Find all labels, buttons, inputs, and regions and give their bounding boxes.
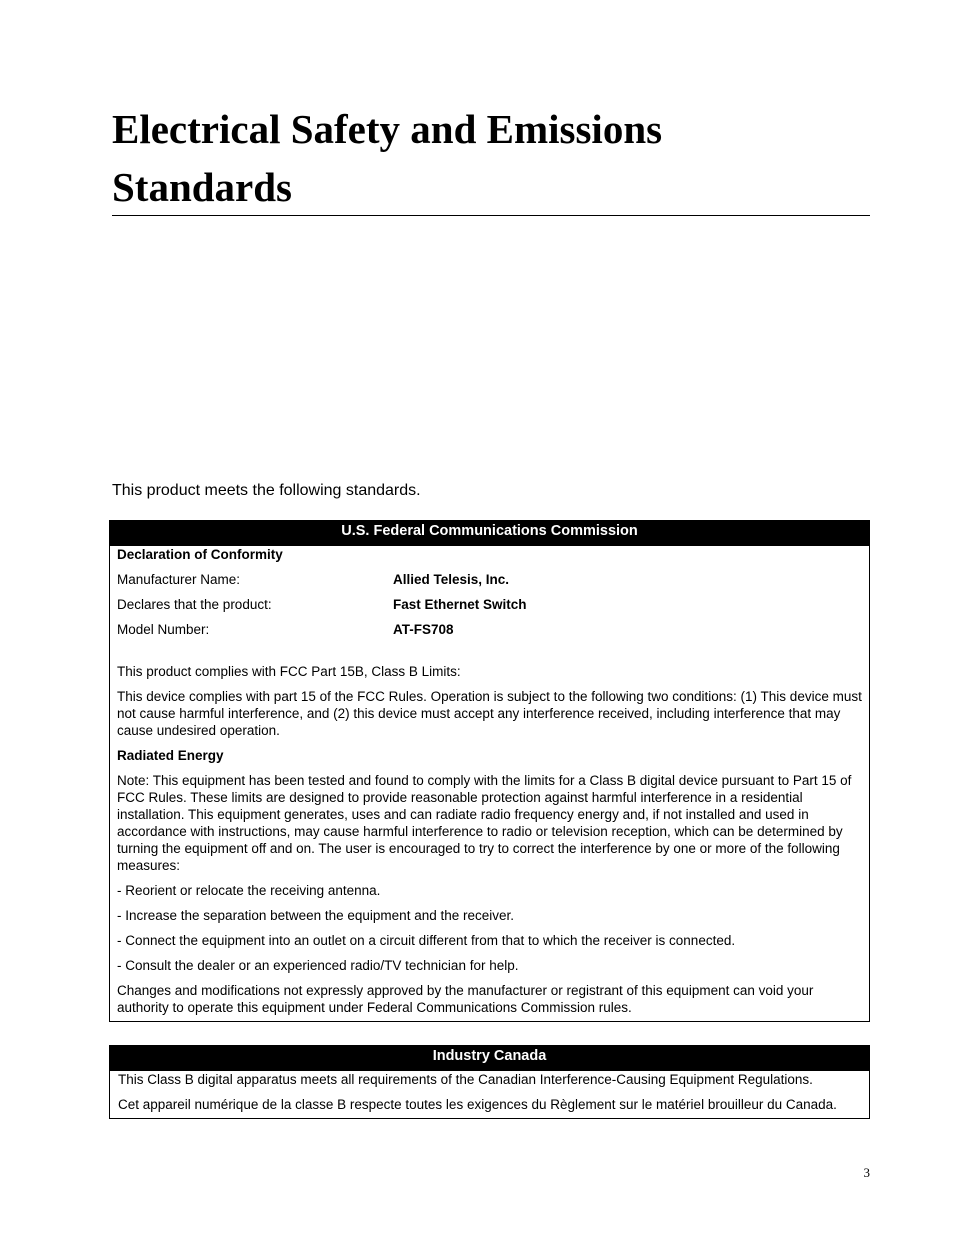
fcc-table xyxy=(109,520,870,1022)
model-row xyxy=(117,621,862,638)
page-title xyxy=(112,100,870,216)
title-line-2: Standards xyxy=(112,164,293,210)
measure-item: - Increase the separation between the equipment and the receiver. xyxy=(117,908,515,923)
note-text: Note: This equipment has been tested and found to comply with the limits for a Class B digital device pursuant to Part 15 of FCC Rules. These limits are designed to provide reasonable protection against harmful interference in a residential installation. This equipment generates, uses and can radiate radio frequency energy and, if not installed and used in accordance with instructions, may cause harmful interference to radio or television reception, which can be determined by turning the equipment off and on. The user is encouraged to try to correct the interference by one or more of the following measures: xyxy=(117,773,852,873)
radiated-energy-heading: Radiated Energy xyxy=(117,748,224,763)
fcc-table-header: U.S. Federal Communications Commission xyxy=(110,521,869,546)
page-number: 3 xyxy=(863,1165,870,1180)
device-conditions-text: This device complies with part 15 of the FCC Rules. Operation is subject to the following two conditions: (1) This device must not cause harmful interference, and (2) this device must accept any interference received, including interference that may cause undesired operation. xyxy=(117,689,862,738)
model-label: Model Number: xyxy=(117,622,210,637)
canada-table xyxy=(109,1045,870,1119)
product-row xyxy=(117,596,862,613)
declaration-heading: Declaration of Conformity xyxy=(117,547,283,562)
spacer xyxy=(117,646,862,663)
complies-text: This product complies with FCC Part 15B, Class B Limits: xyxy=(117,664,461,679)
changes-text: Changes and modifications not expressly approved by the manufacturer or registrant of this equipment can void your authority to operate this equipment under Federal Communications Commission rules. xyxy=(117,983,814,1015)
canada-table-header: Industry Canada xyxy=(110,1046,869,1071)
model-value: AT-FS708 xyxy=(393,622,454,637)
manufacturer-row xyxy=(117,571,862,588)
title-rule xyxy=(112,215,870,216)
measure-item: - Connect the equipment into an outlet on a circuit different from that to which the receiver is connected. xyxy=(117,933,736,948)
intro-text: This product meets the following standards. xyxy=(112,482,421,499)
product-label: Declares that the product: xyxy=(117,597,272,612)
title-line-1: Electrical Safety and Emissions xyxy=(112,106,663,152)
canada-english-text: This Class B digital apparatus meets all requirements of the Canadian Interference-Causing Equipment Regulations. xyxy=(118,1072,813,1087)
manufacturer-value: Allied Telesis, Inc. xyxy=(393,572,510,587)
canada-table-body xyxy=(110,1071,869,1118)
manufacturer-label: Manufacturer Name: xyxy=(117,572,241,587)
measure-item: - Consult the dealer or an experienced radio/TV technician for help. xyxy=(117,958,519,973)
fcc-table-body xyxy=(110,546,869,1021)
canada-french-text: Cet appareil numérique de la classe B respecte toutes les exigences du Règlement sur le matériel brouilleur du Canada. xyxy=(118,1097,837,1112)
measure-item: - Reorient or relocate the receiving antenna. xyxy=(117,883,381,898)
product-value: Fast Ethernet Switch xyxy=(393,597,527,612)
